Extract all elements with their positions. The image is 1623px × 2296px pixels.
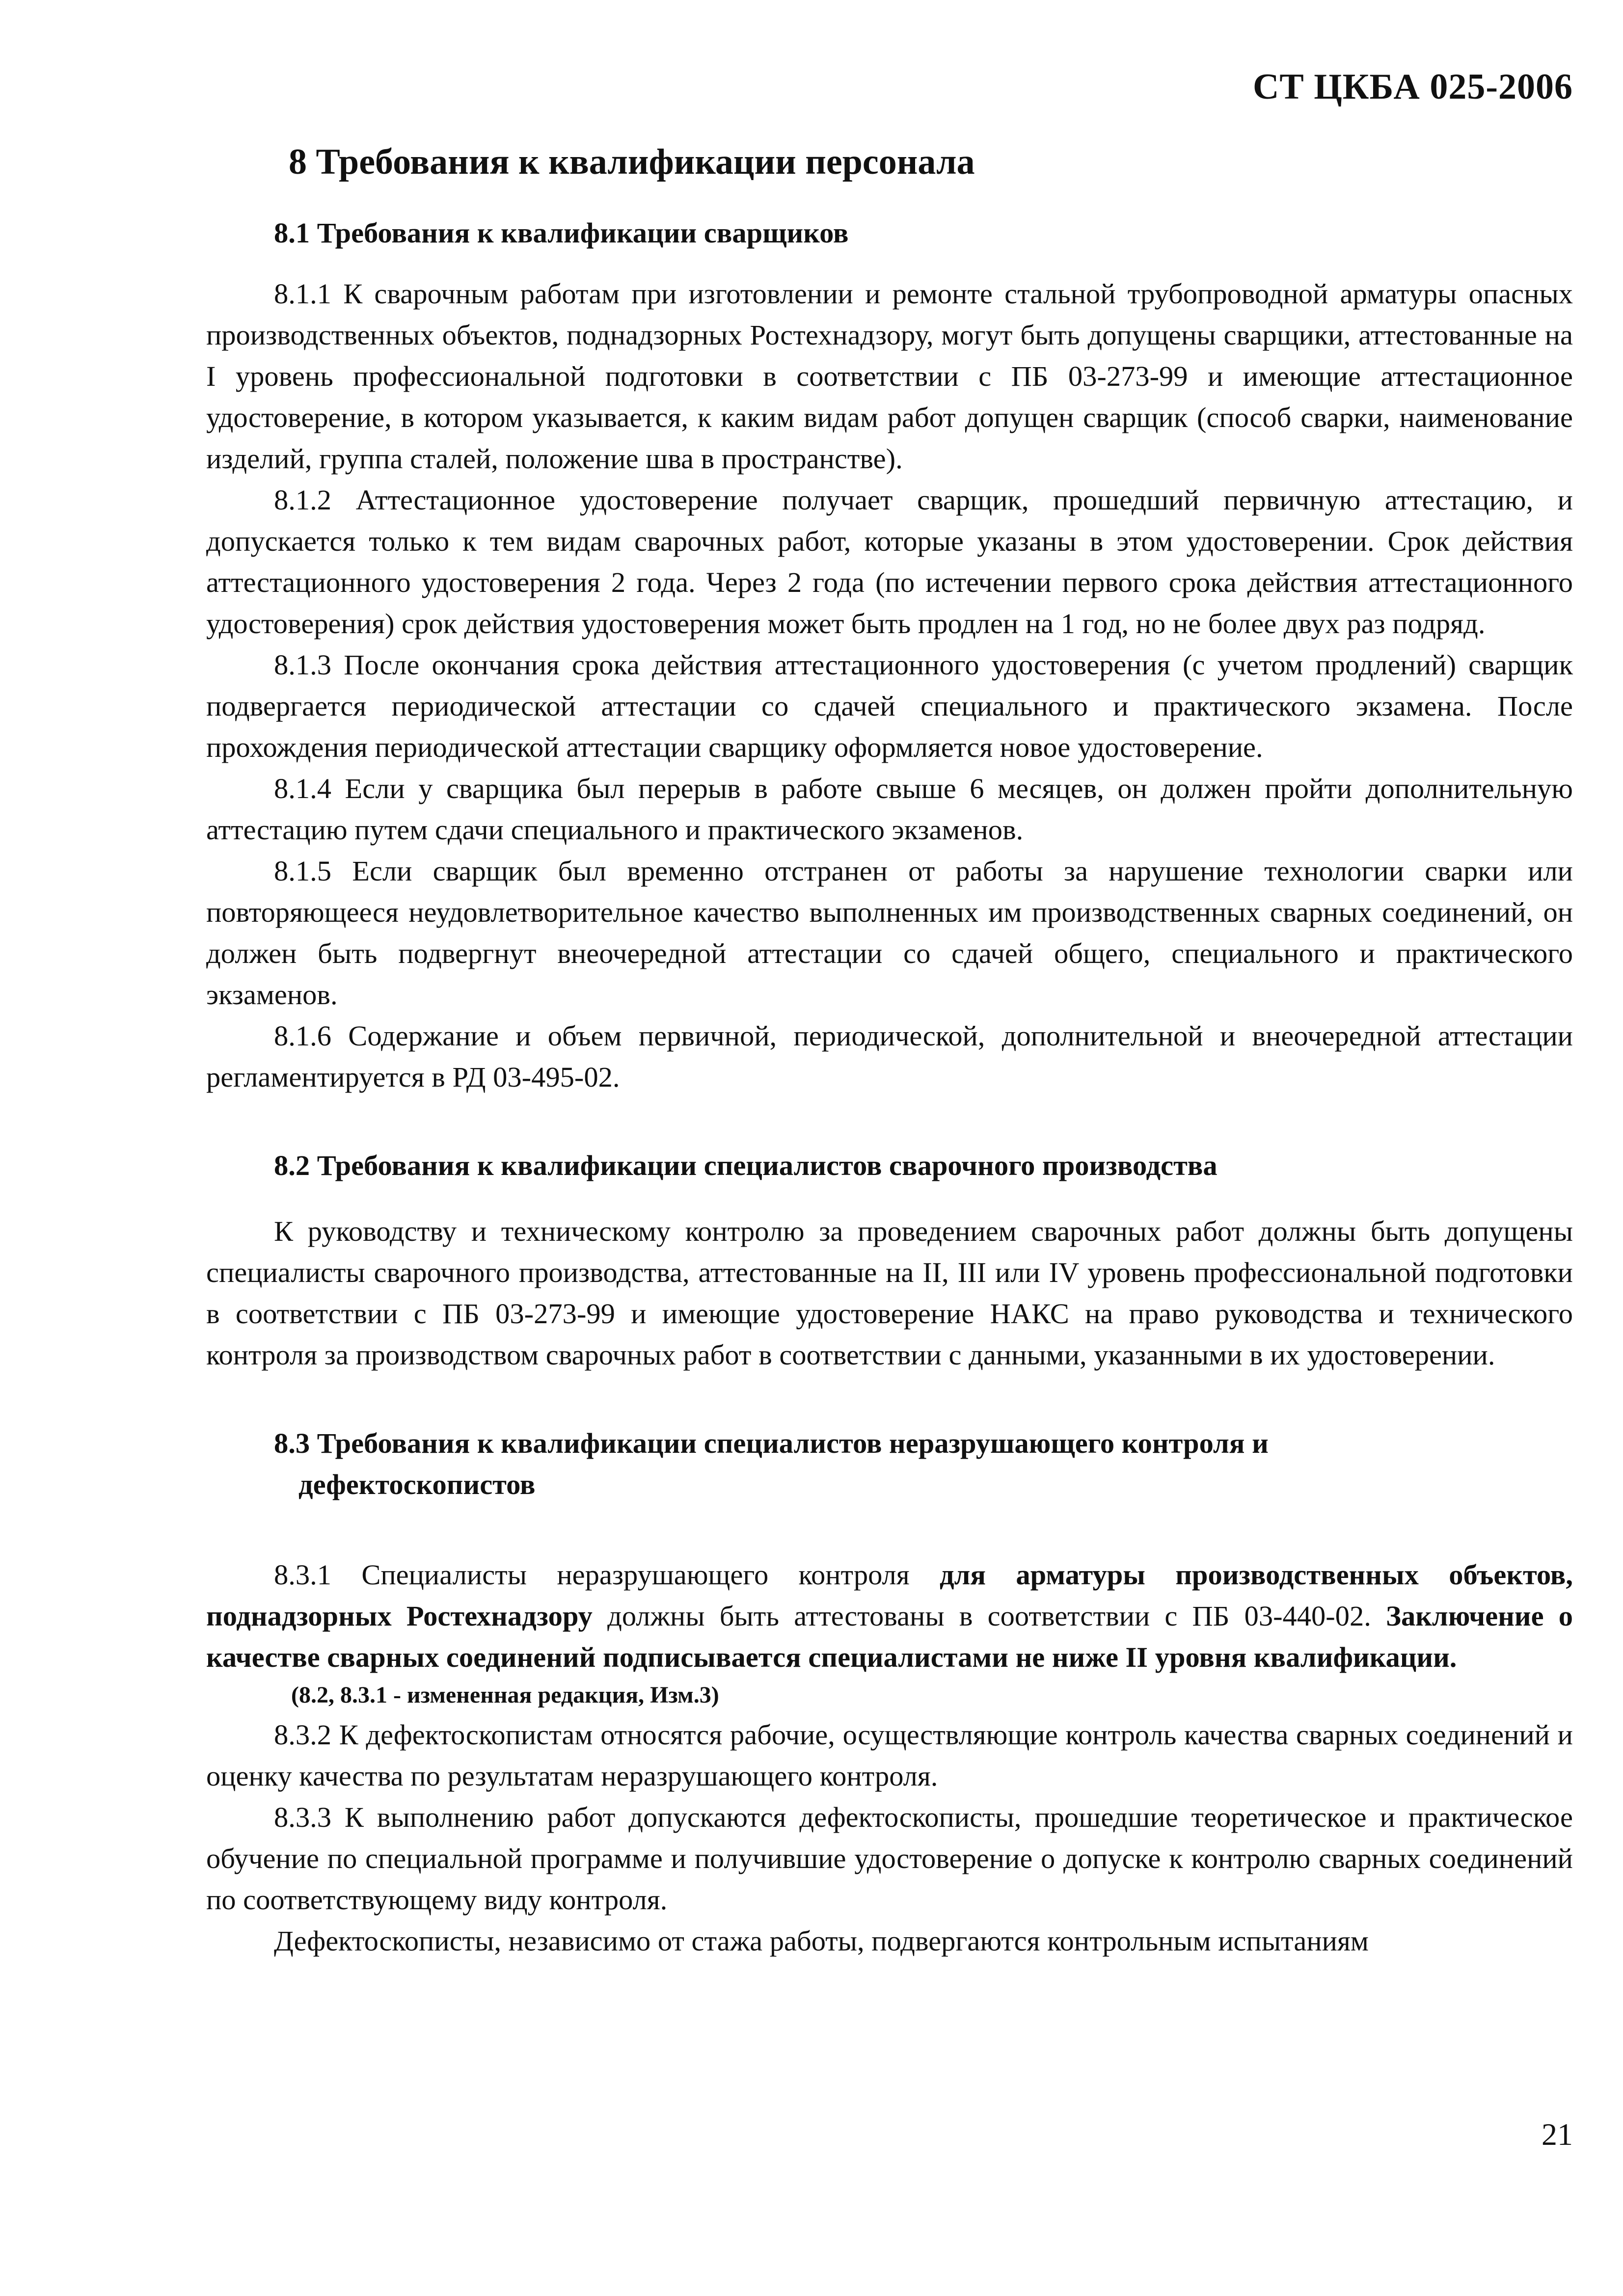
paragraph-8-1-4: 8.1.4 Если у сварщика был перерыв в работе свыше 6 месяцев, он должен пройти дополнительную аттестацию путем сдачи специального и практического экзаменов. [206, 773, 1573, 846]
paragraph-8-3-4: Дефектоскописты, независимо от стажа работы, подвергаются контрольным испытаниям [274, 1925, 1369, 1957]
section-8-3-title-line1: 8.3 Требования к квалификации специалистов неразрушающего контроля и [274, 1427, 1269, 1459]
section-8-1-title: 8.1 Требования к квалификации сварщиков [274, 217, 849, 249]
paragraph-8-3-1-part-d: Заключение о качестве сварных соединений подписывается специалистами не ниже II уровня квалификации. [206, 1600, 1573, 1673]
paragraph-8-1-6: 8.1.6 Содержание и объем первичной, периодической, дополнительной и внеочередной аттестации регламентируется в РД 03-495-02. [206, 1020, 1573, 1093]
paragraph-8-1-3: 8.1.3 После окончания срока действия аттестационного удостоверения (с учетом продлений) сварщик подвергается периодической аттестации со сдачей специального и практического экзамена. После прохождения периодической аттестации сварщику оформляется новое удостоверение. [206, 649, 1573, 763]
document-body [206, 140, 1573, 1962]
paragraph-8-1-5: 8.1.5 Если сварщик был временно отстранен от работы за нарушение технологии сварки или повторяющееся неудовлетворительное качество выполненных им производственных сварных соединений, он должен быть подвергнут внеочередной аттестации со сдачей общего, специального и практического экзаменов. [206, 855, 1573, 1011]
page-number: 21 [1542, 2117, 1573, 2152]
chapter-title: 8 Требования к квалификации персонала [289, 142, 975, 182]
section-8-2-title: 8.2 Требования к квалификации специалистов сварочного производства [274, 1149, 1217, 1181]
section-8-3-title [274, 1423, 1573, 1505]
section-8-3-title-line2: дефектоскопистов [298, 1468, 536, 1500]
paragraph-8-3-1-part-b: для арматуры производственных объектов, поднадзорных Ростехнадзору [206, 1559, 1573, 1632]
document-code: СТ ЦКБА 025-2006 [1252, 67, 1573, 107]
paragraph-8-3-1 [206, 1554, 1573, 1678]
paragraph-8-1-1: 8.1.1 К сварочным работам при изготовлении и ремонте стальной трубопроводной арматуры опасных производственных объектов, поднадзорных Ростехнадзору, могут быть допущены сварщики, аттестованные на I уровень профессиональной подготовки в соответствии с ПБ 03-273-99 и имеющие аттестационное удостоверение, в котором указывается, к каким видам работ допущен сварщик (способ сварки, наименование изделий, группа сталей, положение шва в пространстве). [206, 278, 1573, 475]
paragraph-8-2: К руководству и техническому контролю за проведением сварочных работ должны быть допущены специалисты сварочного производства, аттестованные на II, III или IV уровень профессиональной подготовки в соответствии с ПБ 03-273-99 и имеющие удостоверение НАКС на право руководства и технического контроля за производством сварочных работ в соответствии с данными, указанными в их удостоверении. [206, 1215, 1573, 1371]
paragraph-8-3-3: 8.3.3 К выполнению работ допускаются дефектоскописты, прошедшие теоретическое и практическое обучение по специальной программе и получившие удостоверение о допуске к контролю сварных соединений по соответствующему виду контроля. [206, 1801, 1573, 1916]
paragraph-8-3-1-part-c: должны быть аттестованы в соответствии с ПБ 03-440-02. [592, 1600, 1386, 1632]
paragraph-8-3-1-part-a: 8.3.1 Специалисты неразрушающего контроля [274, 1559, 940, 1591]
paragraph-8-3-2: 8.3.2 К дефектоскопистам относятся рабочие, осуществляющие контроль качества сварных соединений и оценку качества по результатам неразрушающего контроля. [206, 1719, 1573, 1792]
amendment-note: (8.2, 8.3.1 - измененная редакция, Изм.3) [291, 1682, 719, 1708]
paragraph-8-1-2: 8.1.2 Аттестационное удостоверение получает сварщик, прошедший первичную аттестацию, и допускается только к тем видам сварочных работ, которые указаны в этом удостоверении. Срок действия аттестационного удостоверения 2 года. Через 2 года (по истечении первого срока действия аттестационного удостоверения) срок действия удостоверения может быть продлен на 1 год, но не более двух раз подряд. [206, 484, 1573, 640]
